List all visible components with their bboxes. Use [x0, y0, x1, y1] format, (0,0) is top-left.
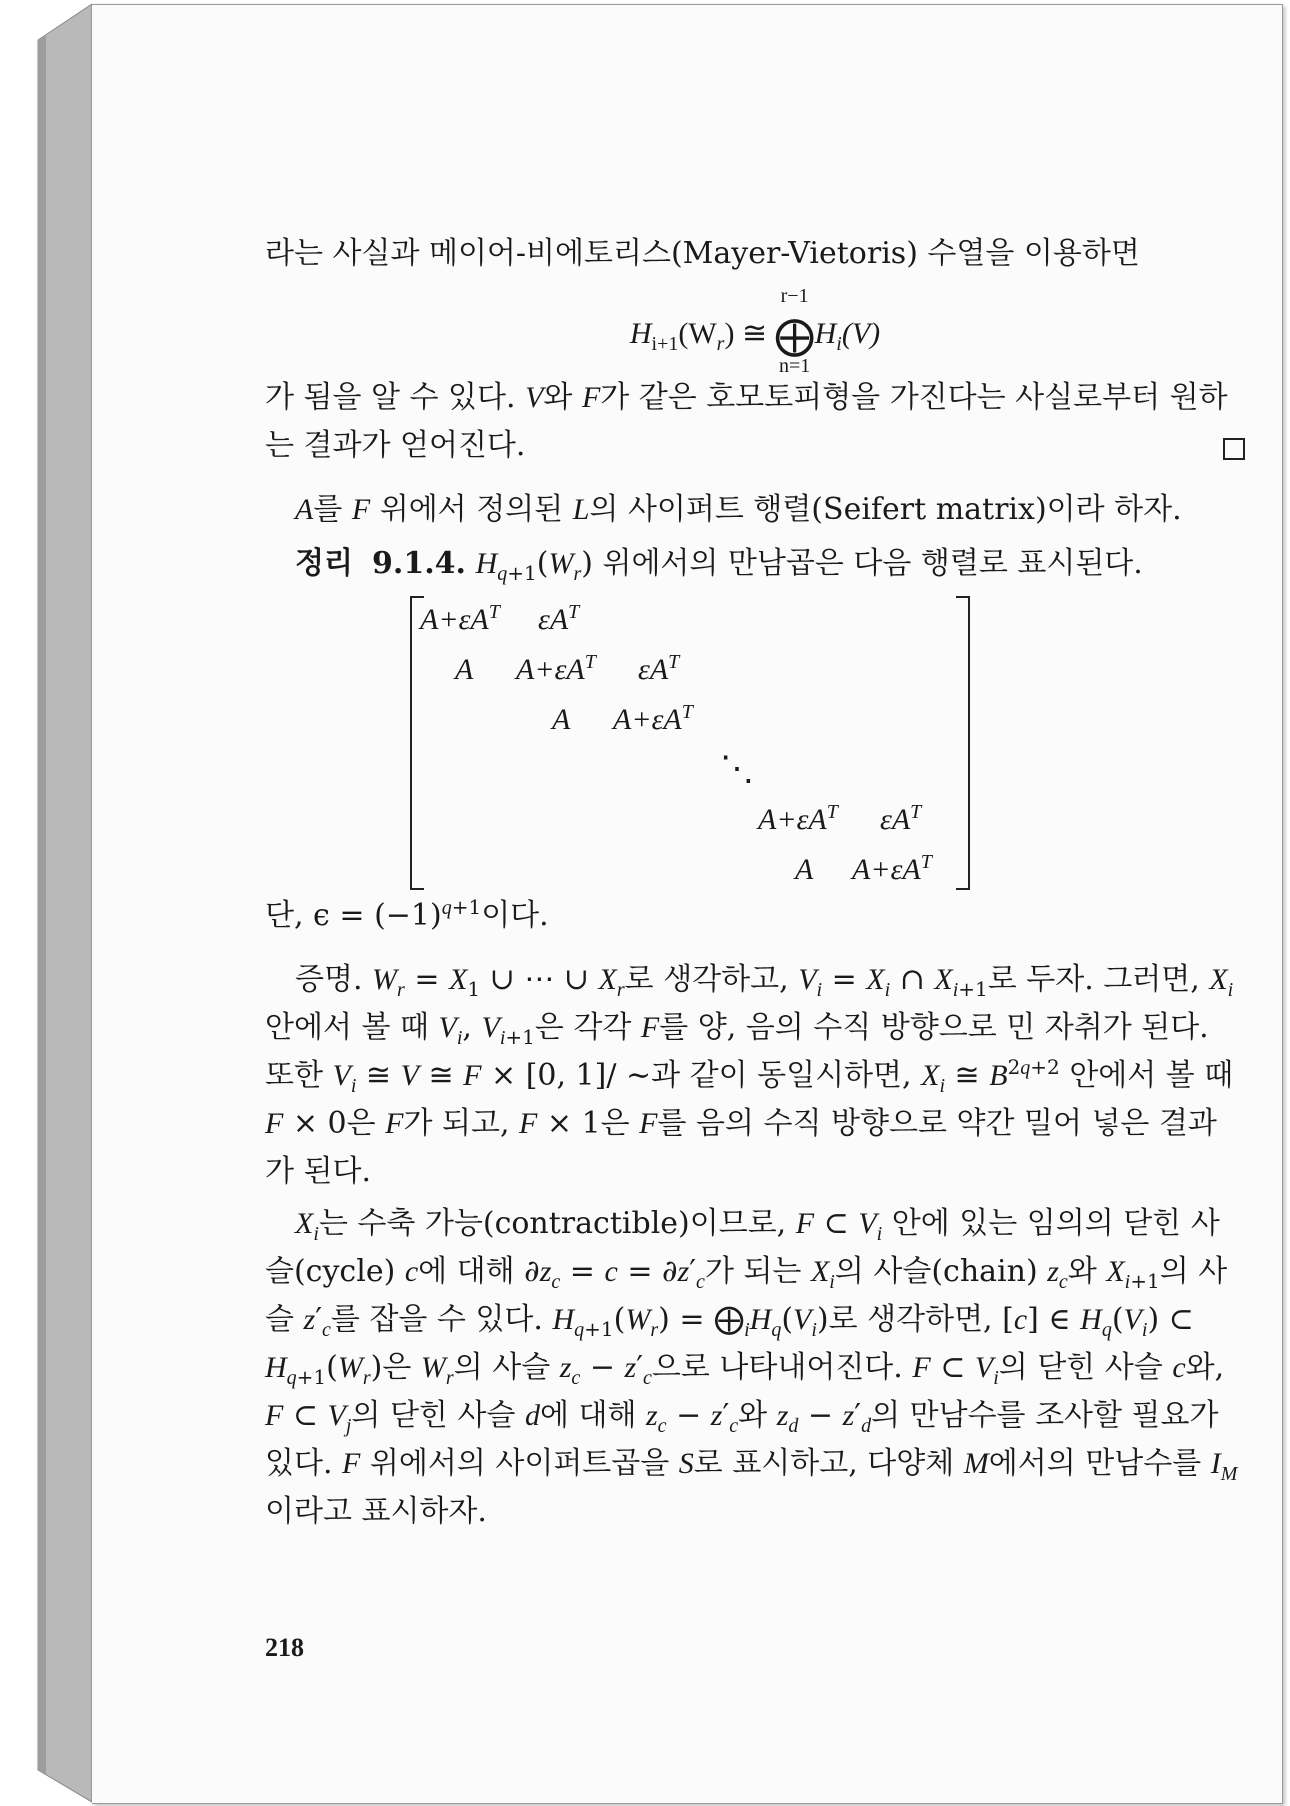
page-number: 218 — [265, 1633, 304, 1662]
proof-paragraph-2: $X_i$는 수축 가능(contractible)이므로, F ⊂ $V_i$ 안에 있는 임의의 닫힌 사슬(cycle) c에 대해 $\partial z_c = c = \partial z'_c$가 되는 $X_i$의 사슬(chain) $z_c$와 $X_{i+1}$의 사슬 $z'_c$를 잡을 수 있다. $H_{q+1}(W_r)$ = $⨁_iH_q(V_i)$로 생각하면, [c] ∈ $H_q(V_i)$ ⊂ $H_{q+1}(W_r)$은 $W_r$의 사슬 $z_c - z'_c$으로 나타내어진다. F ⊂ $V_i$의 닫힌 사슬 c와, F ⊂ $V_j$의 닫힌 사슬 d에 대해 $z_c - z'_c$와 $z_d - z'_d$의 만남수를 조사할 필요가 있다. F 위에서의 사이퍼트곱을 S로 표시하고, 다양체 M에서의 만남수를 $I_M$이라고 표시하자. — [265, 1206, 1238, 1529]
paragraph-1: 라는 사실과 메이어-비에토리스(Mayer-Vietoris) 수열을 이용하면 — [265, 236, 1140, 271]
theorem-number: 9.1.4. — [372, 546, 467, 581]
direct-sum-operator: r−1 ⨁ n=1 — [774, 285, 815, 377]
theorem-label: 정리 — [295, 546, 353, 581]
qed-box — [1223, 438, 1245, 460]
seifert-block-matrix: $A+\varepsilon A^T$ $\varepsilon A^T$ A $A+\varepsilon A^T$ $\varepsilon A^T$ A $A+\varepsilon A^T$ ⋱ $A+\varepsilon A^T$ $\varepsilon A^T$ A $A+\varepsilon A^T$ — [410, 596, 970, 886]
book-spine — [0, 0, 92, 1806]
equation-homology-sum: $H_{i+1}(W_r)$ ≅ r−1 ⨁ n=1 $H_i(V)$ — [629, 285, 881, 377]
matrix-right-bracket — [956, 596, 970, 890]
theorem-statement: 정리 9.1.4. $H_{q+1}(W_r)$ 위에서의 만남곱은 다음 행렬로 표시된다. — [295, 546, 1143, 585]
epsilon-definition: 단, $\epsilon = (-1)^{q+1}$이다. — [265, 895, 549, 933]
paragraph-3: A를 F 위에서 정의된 L의 사이퍼트 행렬(Seifert matrix)이라 하자. — [295, 492, 1182, 527]
proof-paragraph-1: 증명. $W_r = X_1$ ∪ ⋯ ∪ $X_r$로 생각하고, $V_i = X_i$ ∩ $X_{i+1}$로 두자. 그러면, $X_i$ 안에서 볼 때 $V_i$, $V_{i+1}$은 각각 F를 양, 음의 수직 방향으로 민 자취가 된다. 또한 $V_i$ ≅ V ≅ F × [0, 1]/ ∼과 같이 동일시하면, $X_i$ ≅ $B^{2q+2}$ 안에서 볼 때 F × 0은 F가 되고, F × 1은 F를 음의 수직 방향으로 약간 밀어 넣은 결과가 된다. — [265, 962, 1234, 1189]
matrix-diagonal-dots: ⋱ — [720, 751, 754, 788]
page-content — [265, 230, 1245, 1536]
paragraph-2: 가 됨을 알 수 있다. V와 F가 같은 호모토피형을 가진다는 사실로부터 원하는 결과가 얻어진다. — [265, 374, 1245, 470]
book-page — [92, 4, 1283, 1804]
